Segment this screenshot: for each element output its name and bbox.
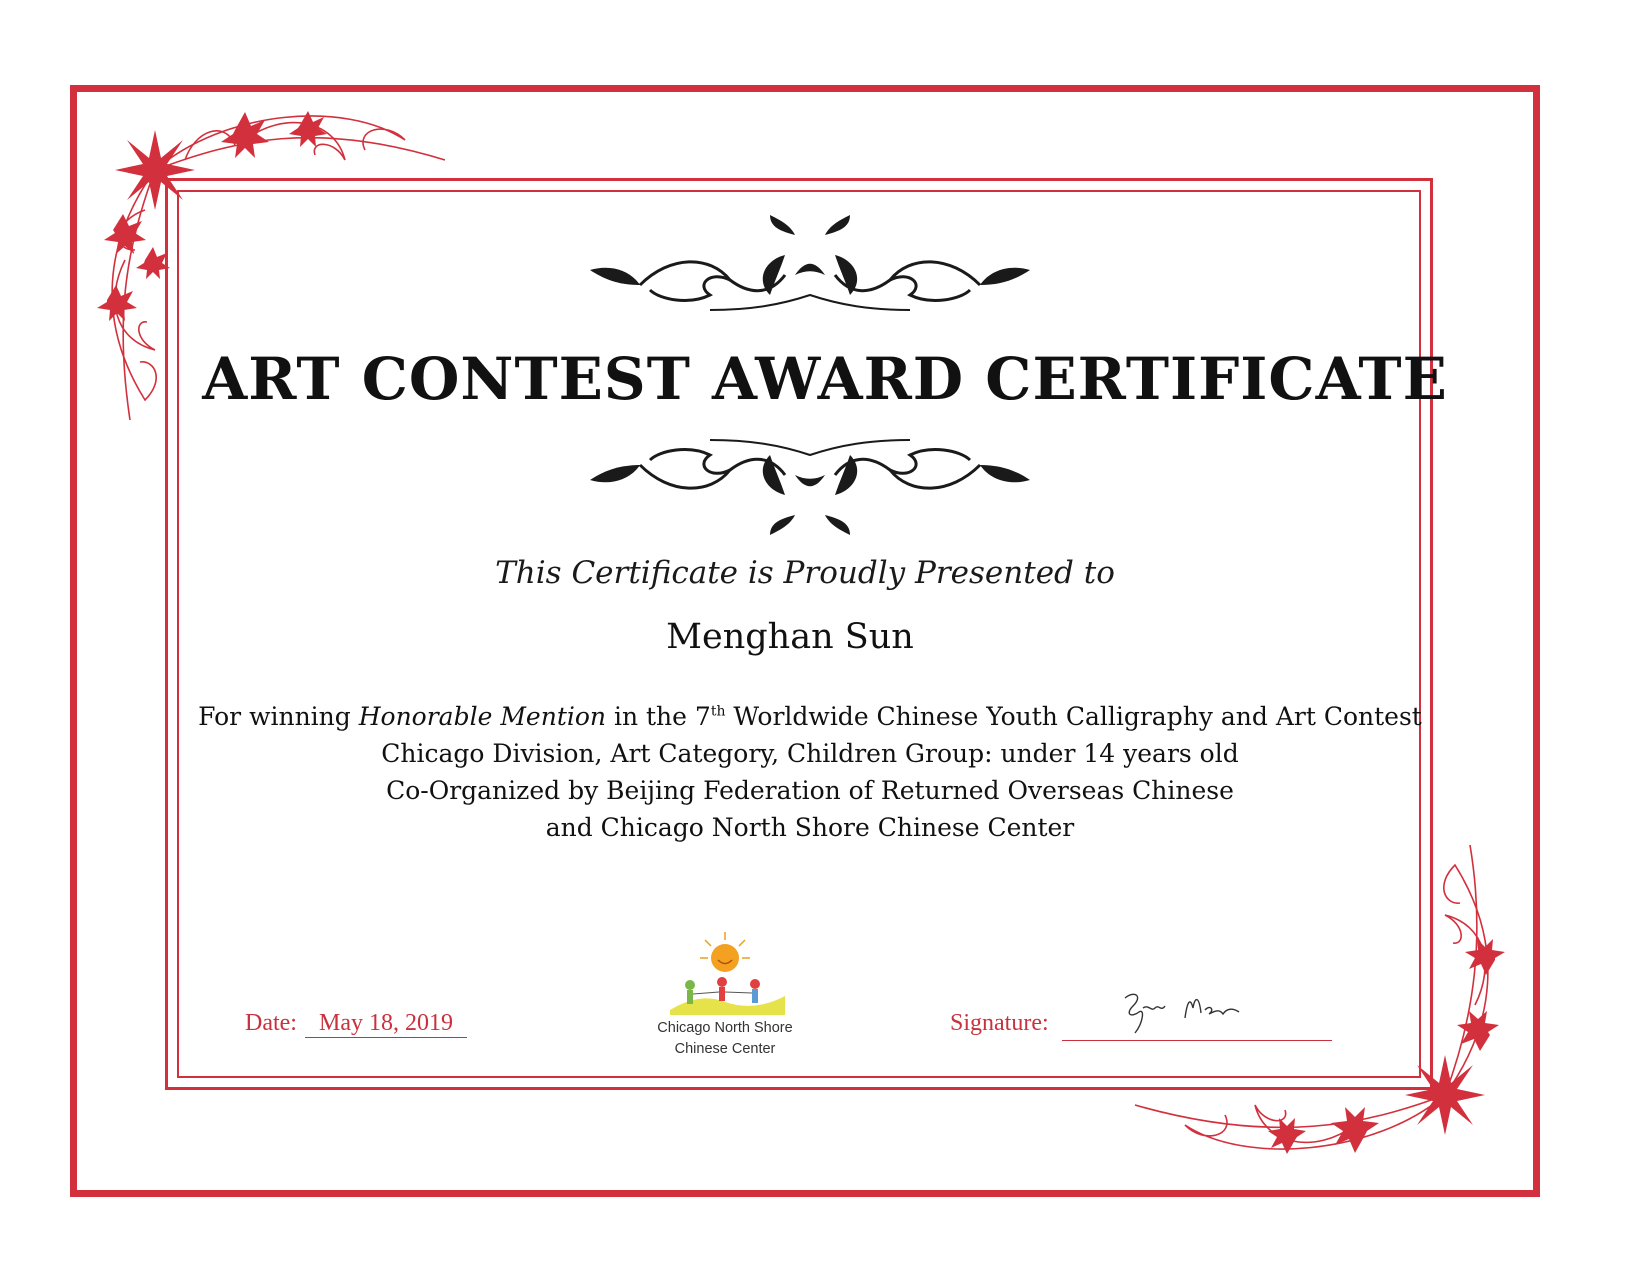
signature-label: Signature: <box>950 1010 1049 1036</box>
presented-line: This Certificate is Proudly Presented to <box>495 555 1115 591</box>
scroll-ornament-bottom-icon <box>590 425 1030 535</box>
handwritten-signature <box>1115 988 1245 1038</box>
logo-text-line-1: Chicago North Shore <box>657 1020 793 1036</box>
date-value: May 18, 2019 <box>305 1010 467 1038</box>
date-label: Date: <box>245 1010 297 1036</box>
signature-line <box>1062 1040 1332 1041</box>
award-line-1 <box>0 698 1620 735</box>
award-line-2: Chicago Division, Art Category, Children Group: under 14 years old <box>381 739 1239 768</box>
children-sun-logo-icon <box>660 930 790 1025</box>
award-line-3: Co-Organized by Beijing Federation of Returned Overseas Chinese <box>386 776 1234 805</box>
award-line-1-mid: in the 7 <box>606 702 711 731</box>
recipient-name: Menghan Sun <box>666 617 914 657</box>
award-line-1-suffix: Worldwide Chinese Youth Calligraphy and Art Contest <box>725 702 1422 731</box>
award-description <box>0 698 1620 846</box>
scroll-ornament-top-icon <box>590 215 1030 325</box>
award-name: Honorable Mention <box>358 702 607 731</box>
logo-text-line-2: Chinese Center <box>674 1041 776 1057</box>
certificate-title: ART CONTEST AWARD CERTIFICATE <box>202 345 1448 413</box>
award-line-4: and Chicago North Shore Chinese Center <box>545 813 1075 842</box>
ordinal-suffix: th <box>710 703 726 720</box>
award-line-1-prefix: For winning <box>198 702 359 731</box>
